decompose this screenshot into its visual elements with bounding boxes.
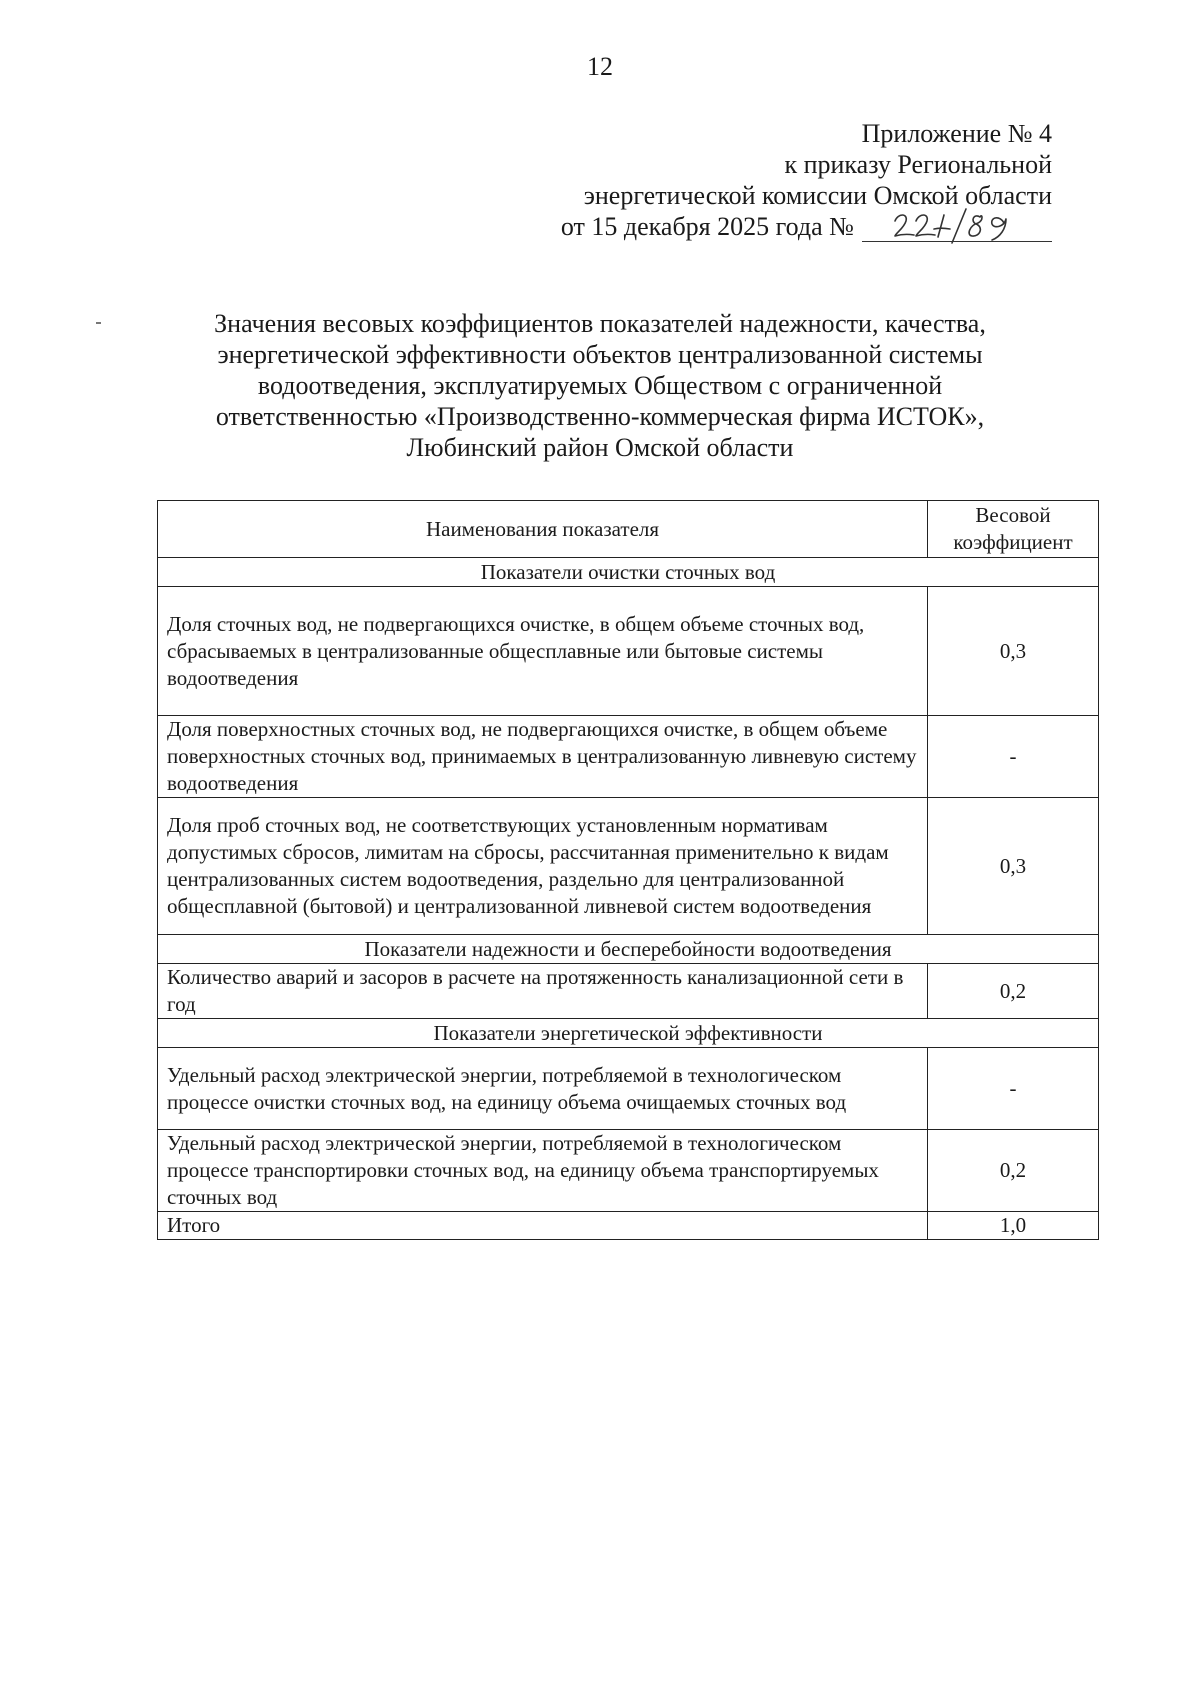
indicator-value: - — [928, 716, 1099, 798]
section-row — [158, 558, 1099, 587]
indicator-value: 0,2 — [928, 964, 1099, 1019]
indicator-value: 0,3 — [928, 587, 1099, 716]
table-row — [158, 798, 1099, 935]
header-coef-line-1: Весовой — [975, 503, 1051, 527]
appendix-line-2: к приказу Региональной — [784, 150, 1052, 179]
page-number: 12 — [587, 52, 613, 81]
handwritten-order-number-icon — [892, 207, 1032, 245]
table-row — [158, 964, 1099, 1019]
section-title-energy: Показатели энергетической эффективности — [158, 1019, 1099, 1048]
order-date-text: от 15 декабря 2025 года № — [560, 212, 854, 241]
appendix-line-4 — [561, 211, 1052, 242]
total-label: Итого — [158, 1212, 928, 1240]
header-indicator-name: Наименования показателя — [158, 501, 928, 558]
header-coef-line-2: коэффициент — [953, 530, 1073, 554]
table-row — [158, 587, 1099, 716]
table-row — [158, 1048, 1099, 1130]
indicator-name: Количество аварий и засоров в расчете на протяженность канализационной сети в год — [158, 964, 928, 1019]
indicator-name: Удельный расход электрической энергии, потребляемой в технологическом процессе транспортировки сточных вод, на единицу объема транспортируемых сточных вод — [158, 1130, 928, 1212]
table-row — [158, 716, 1099, 798]
coefficients-table — [157, 500, 1099, 1240]
section-title-reliability: Показатели надежности и бесперебойности водоотведения — [158, 935, 1099, 964]
appendix-line-1: Приложение № 4 — [861, 119, 1052, 148]
total-value: 1,0 — [928, 1212, 1099, 1240]
header-weight-coefficient — [928, 501, 1099, 558]
appendix-header — [561, 118, 1052, 242]
total-row — [158, 1212, 1099, 1240]
scan-speck — [96, 322, 101, 324]
table-header-row — [158, 501, 1099, 558]
section-row — [158, 1019, 1099, 1048]
indicator-name: Удельный расход электрической энергии, потребляемой в технологическом процессе очистки сточных вод, на единицу объема очищаемых сточных вод — [158, 1048, 928, 1130]
title-line-3: водоотведения, эксплуатируемых Обществом с ограниченной — [257, 371, 943, 400]
document-title — [150, 308, 1050, 463]
indicator-name: Доля проб сточных вод, не соответствующих установленным нормативам допустимых сбросов, лимитам на сбросы, рассчитанная применительно к видам централизованных систем водоотведения, раздельно для централизованной общесплавной (бытовой) и централизованной ливневой систем водоотведения — [158, 798, 928, 935]
title-line-1: Значения весовых коэффициентов показателей надежности, качества, — [214, 309, 986, 338]
title-line-4: ответственностью «Производственно-коммерческая фирма ИСТОК», — [215, 402, 985, 431]
indicator-value: - — [928, 1048, 1099, 1130]
section-row — [158, 935, 1099, 964]
indicator-value: 0,2 — [928, 1130, 1099, 1212]
title-line-5: Любинский район Омской области — [406, 433, 794, 462]
title-line-2: энергетической эффективности объектов централизованной системы — [217, 340, 983, 369]
order-number-handwritten — [862, 211, 1052, 242]
appendix-line-3: энергетической комиссии Омской области — [583, 181, 1052, 210]
indicator-value: 0,3 — [928, 798, 1099, 935]
indicator-name: Доля поверхностных сточных вод, не подвергающихся очистке, в общем объеме поверхностных сточных вод, принимаемых в централизованную ливневую систему водоотведения — [158, 716, 928, 798]
table-row — [158, 1130, 1099, 1212]
section-title-treatment: Показатели очистки сточных вод — [158, 558, 1099, 587]
indicator-name: Доля сточных вод, не подвергающихся очистке, в общем объеме сточных вод, сбрасываемых в централизованные общесплавные или бытовые системы водоотведения — [158, 587, 928, 716]
